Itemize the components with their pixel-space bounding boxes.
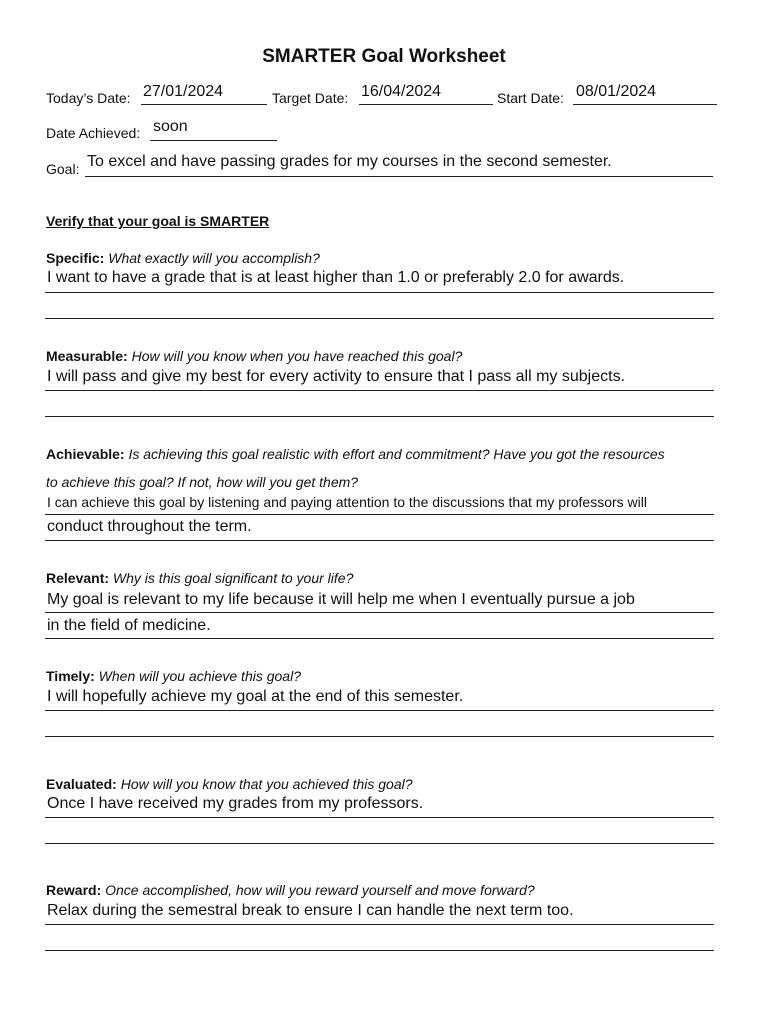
start-date-line (573, 104, 717, 105)
date-achieved-label: Date Achieved: (46, 125, 141, 141)
specific-question: What exactly will you accomplish? (108, 250, 320, 266)
achievable-prompt (46, 446, 665, 462)
achievable-answer-line2[interactable]: conduct throughout the term. (47, 518, 252, 535)
reward-answer-line1[interactable]: Relax during the semestral break to ensure I can handle the next term too. (47, 902, 574, 919)
date-achieved-line (150, 140, 277, 141)
relevant-answer-line2[interactable]: in the field of medicine. (47, 617, 211, 634)
target-date-value[interactable]: 16/04/2024 (361, 83, 442, 100)
relevant-line1 (45, 612, 714, 613)
timely-label: Timely: (46, 668, 95, 684)
measurable-label: Measurable: (46, 348, 128, 364)
start-date-value[interactable]: 08/01/2024 (576, 83, 657, 100)
goal-label: Goal: (46, 161, 80, 177)
achievable-question-line1: Is achieving this goal realistic with effort and commitment? Have you got the resources (128, 446, 665, 462)
timely-line2 (45, 736, 714, 737)
measurable-answer-line1[interactable]: I will pass and give my best for every activity to ensure that I pass all my subjects. (47, 368, 626, 385)
target-date-label: Target Date: (272, 90, 349, 106)
date-achieved-value[interactable]: soon (153, 118, 188, 135)
relevant-prompt (46, 570, 353, 586)
specific-answer-line1[interactable]: I want to have a grade that is at least higher than 1.0 or preferably 2.0 for awards. (47, 269, 625, 286)
specific-line1 (45, 292, 714, 293)
achievable-question-line2: to achieve this goal? If not, how will you get them? (46, 474, 359, 490)
evaluated-label: Evaluated: (46, 776, 117, 792)
achievable-line2 (45, 540, 714, 541)
achievable-label: Achievable: (46, 446, 125, 462)
evaluated-prompt (46, 776, 413, 792)
specific-prompt (46, 250, 320, 266)
goal-value[interactable]: To excel and have passing grades for my courses in the second semester. (87, 153, 612, 170)
achievable-answer-line1[interactable]: I can achieve this goal by listening and paying attention to the discussions that my professors will (47, 494, 647, 510)
timely-question: When will you achieve this goal? (98, 668, 301, 684)
start-date-label: Start Date: (497, 90, 564, 106)
verify-heading: Verify that your goal is SMARTER (46, 213, 270, 229)
achievable-line1 (45, 514, 714, 515)
reward-question: Once accomplished, how will you reward yourself and move forward? (105, 882, 535, 898)
evaluated-line1 (45, 817, 714, 818)
measurable-line2 (45, 416, 714, 417)
relevant-line2 (45, 638, 714, 639)
evaluated-line2 (45, 843, 714, 844)
measurable-line1 (45, 390, 714, 391)
todays-date-label: Today’s Date: (46, 90, 131, 106)
specific-label: Specific: (46, 250, 105, 266)
reward-prompt (46, 882, 535, 898)
timely-line1 (45, 710, 714, 711)
reward-line2 (45, 950, 714, 951)
target-date-line (359, 104, 493, 105)
reward-line1 (45, 924, 714, 925)
measurable-prompt (46, 348, 462, 364)
todays-date-line (141, 104, 267, 105)
evaluated-question: How will you know that you achieved this goal? (120, 776, 413, 792)
page-title: SMARTER Goal Worksheet (262, 46, 506, 67)
timely-answer-line1[interactable]: I will hopefully achieve my goal at the end of this semester. (47, 688, 464, 705)
relevant-question: Why is this goal significant to your life? (112, 570, 354, 586)
todays-date-value[interactable]: 27/01/2024 (143, 83, 224, 100)
reward-label: Reward: (46, 882, 102, 898)
evaluated-answer-line1[interactable]: Once I have received my grades from my professors. (47, 795, 424, 812)
achievable-question-line2-wrap (46, 474, 358, 490)
relevant-answer-line1[interactable]: My goal is relevant to my life because it will help me when I eventually pursue a job (47, 591, 635, 608)
specific-line2 (45, 318, 714, 319)
goal-line (85, 176, 713, 177)
timely-prompt (46, 668, 301, 684)
relevant-label: Relevant: (46, 570, 110, 586)
measurable-question: How will you know when you have reached this goal? (131, 348, 463, 364)
